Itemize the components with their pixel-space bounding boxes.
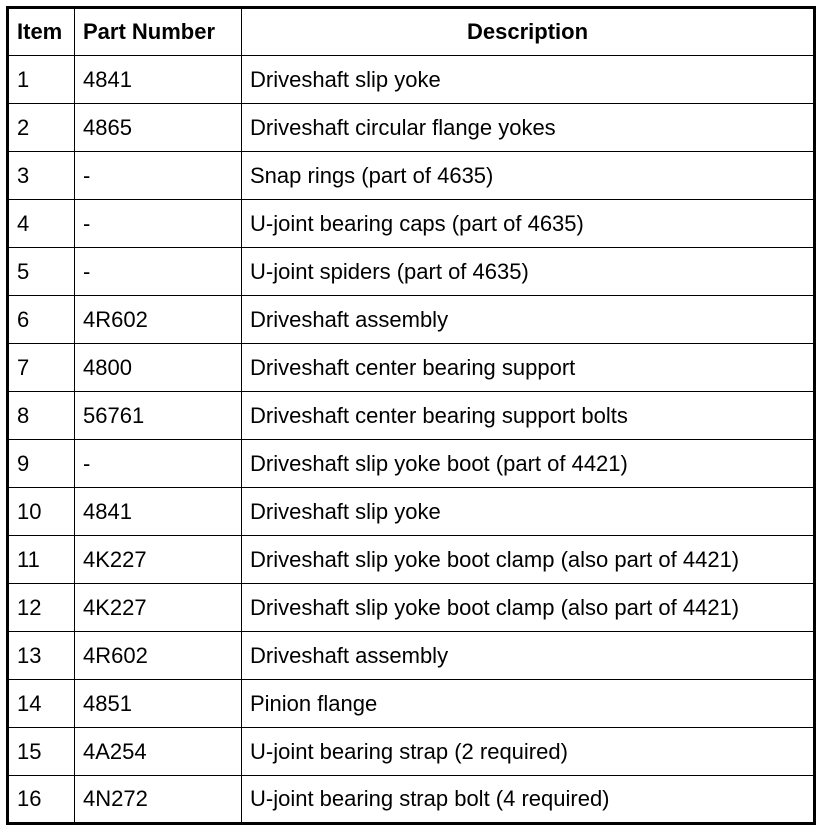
description-cell: Driveshaft assembly (242, 296, 815, 344)
part-number-cell: 4865 (75, 104, 242, 152)
part-number-cell: 4R602 (75, 632, 242, 680)
header-row (8, 8, 815, 56)
table-row (8, 104, 815, 152)
item-cell: 12 (8, 584, 75, 632)
item-cell: 14 (8, 680, 75, 728)
part-number-cell: 4N272 (75, 776, 242, 824)
table-row (8, 344, 815, 392)
item-cell: 3 (8, 152, 75, 200)
description-cell: Driveshaft slip yoke (242, 488, 815, 536)
item-cell: 13 (8, 632, 75, 680)
description-cell: Driveshaft slip yoke (242, 56, 815, 104)
part-number-cell: 4841 (75, 56, 242, 104)
table-row (8, 536, 815, 584)
item-cell: 11 (8, 536, 75, 584)
item-cell: 6 (8, 296, 75, 344)
table-row (8, 152, 815, 200)
item-cell: 7 (8, 344, 75, 392)
table-row (8, 488, 815, 536)
table-row (8, 584, 815, 632)
item-cell: 5 (8, 248, 75, 296)
table-row (8, 776, 815, 824)
description-cell: Driveshaft slip yoke boot clamp (also part of 4421) (242, 536, 815, 584)
description-cell: Driveshaft assembly (242, 632, 815, 680)
table-row (8, 200, 815, 248)
description-cell: U-joint bearing strap bolt (4 required) (242, 776, 815, 824)
table-row (8, 296, 815, 344)
item-cell: 15 (8, 728, 75, 776)
part-number-cell: - (75, 152, 242, 200)
description-cell: Driveshaft slip yoke boot clamp (also part of 4421) (242, 584, 815, 632)
header-part-number: Part Number (75, 8, 242, 56)
table-row (8, 392, 815, 440)
description-cell: Driveshaft slip yoke boot (part of 4421) (242, 440, 815, 488)
item-cell: 1 (8, 56, 75, 104)
description-cell: U-joint bearing caps (part of 4635) (242, 200, 815, 248)
description-cell: Driveshaft center bearing support bolts (242, 392, 815, 440)
part-number-cell: 4841 (75, 488, 242, 536)
part-number-cell: - (75, 200, 242, 248)
table-row (8, 680, 815, 728)
description-cell: Driveshaft circular flange yokes (242, 104, 815, 152)
part-number-cell: 4R602 (75, 296, 242, 344)
part-number-cell: 4800 (75, 344, 242, 392)
description-cell: U-joint bearing strap (2 required) (242, 728, 815, 776)
part-number-cell: 4A254 (75, 728, 242, 776)
description-cell: Driveshaft center bearing support (242, 344, 815, 392)
part-number-cell: 4851 (75, 680, 242, 728)
table-row (8, 440, 815, 488)
table-row (8, 56, 815, 104)
parts-table (6, 6, 816, 825)
description-cell: Pinion flange (242, 680, 815, 728)
part-number-cell: - (75, 440, 242, 488)
header-description: Description (242, 8, 815, 56)
table-row (8, 248, 815, 296)
table-row (8, 632, 815, 680)
table-row (8, 728, 815, 776)
description-cell: U-joint spiders (part of 4635) (242, 248, 815, 296)
item-cell: 9 (8, 440, 75, 488)
item-cell: 2 (8, 104, 75, 152)
part-number-cell: 4K227 (75, 536, 242, 584)
part-number-cell: - (75, 248, 242, 296)
part-number-cell: 4K227 (75, 584, 242, 632)
part-number-cell: 56761 (75, 392, 242, 440)
item-cell: 8 (8, 392, 75, 440)
description-cell: Snap rings (part of 4635) (242, 152, 815, 200)
header-item: Item (8, 8, 75, 56)
item-cell: 16 (8, 776, 75, 824)
item-cell: 10 (8, 488, 75, 536)
item-cell: 4 (8, 200, 75, 248)
